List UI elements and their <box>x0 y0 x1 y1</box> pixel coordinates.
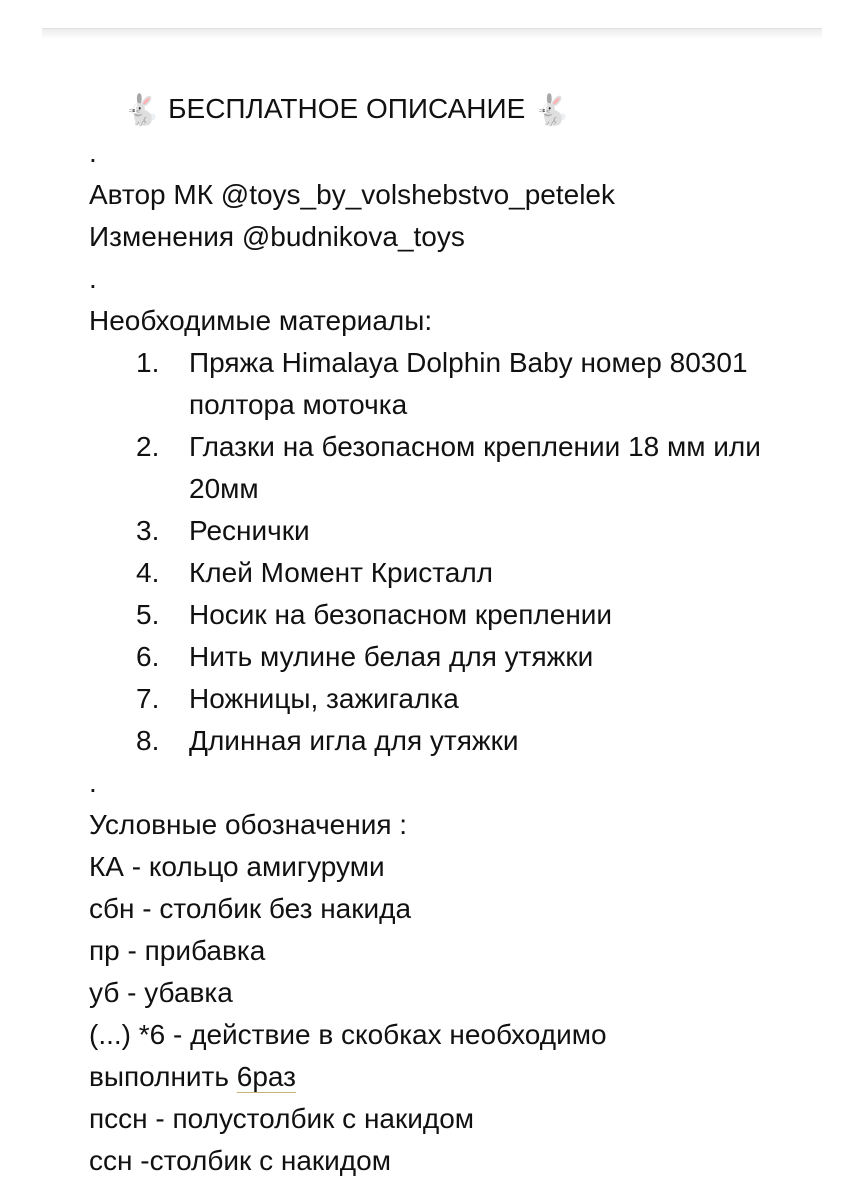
separator-dot: . <box>89 263 97 294</box>
materials-heading: Необходимые материалы: <box>89 305 433 336</box>
list-item-text: Длинная игла для утяжки <box>189 725 519 756</box>
materials-list <box>89 342 789 762</box>
list-item-number: 7. <box>136 683 160 714</box>
list-item <box>89 426 789 510</box>
list-item <box>89 510 789 552</box>
list-item-text: Глазки на безопасном креплении 18 мм или 20мм <box>189 431 761 504</box>
list-item-number: 3. <box>136 515 160 546</box>
legend-line: пр - прибавка <box>89 935 266 966</box>
list-item-number: 2. <box>136 431 160 462</box>
top-bar <box>42 28 822 39</box>
page-title-text: БЕСПЛАТНОЕ ОПИСАНИЕ <box>168 93 526 124</box>
list-item <box>89 720 789 762</box>
legend-heading: Условные обозначения : <box>89 809 408 840</box>
list-item-text: Клей Момент Кристалл <box>189 557 494 588</box>
list-item-text: Реснички <box>189 515 310 546</box>
page-title <box>123 88 789 132</box>
rabbit-icon: 🐇 <box>533 93 571 128</box>
list-item-number: 1. <box>136 347 160 378</box>
list-item-text: Пряжа Himalaya Dolphin Baby номер 80301 полтора моточка <box>189 347 748 420</box>
list-item <box>89 678 789 720</box>
list-item-text: Носик на безопасном креплении <box>189 599 613 630</box>
list-item-text: Нить мулине белая для утяжки <box>189 641 594 672</box>
legend-line: ссн -столбик с накидом <box>89 1145 391 1176</box>
legend-line: (...) *6 - действие в скобках необходимо <box>89 1019 607 1050</box>
separator-dot: . <box>89 767 97 798</box>
author-credit: Автор МК @toys_by_volshebstvo_petelek <box>89 179 615 210</box>
rabbit-icon: 🐇 <box>123 93 161 128</box>
list-item-number: 4. <box>136 557 160 588</box>
list-item-number: 8. <box>136 725 160 756</box>
list-item <box>89 594 789 636</box>
legend-line: сбн - столбик без накида <box>89 893 412 924</box>
legend-line: уб - убавка <box>89 977 233 1008</box>
legend-line-wrap <box>89 1056 789 1098</box>
list-item <box>89 636 789 678</box>
legend-line: пссн - полустолбик с накидом <box>89 1103 475 1134</box>
legend-wrap-word: 6раз <box>236 1061 297 1092</box>
separator-dot: . <box>89 137 97 168</box>
changes-credit: Изменения @budnikova_toys <box>89 221 465 252</box>
list-item-number: 6. <box>136 641 160 672</box>
list-item-text: Ножницы, зажигалка <box>189 683 459 714</box>
list-item <box>89 552 789 594</box>
legend-line: КА - кольцо амигуруми <box>89 851 385 882</box>
list-item-number: 5. <box>136 599 160 630</box>
document-body <box>89 88 789 1182</box>
list-item <box>89 342 789 426</box>
legend-wrap-prefix: выполнить <box>89 1061 237 1092</box>
